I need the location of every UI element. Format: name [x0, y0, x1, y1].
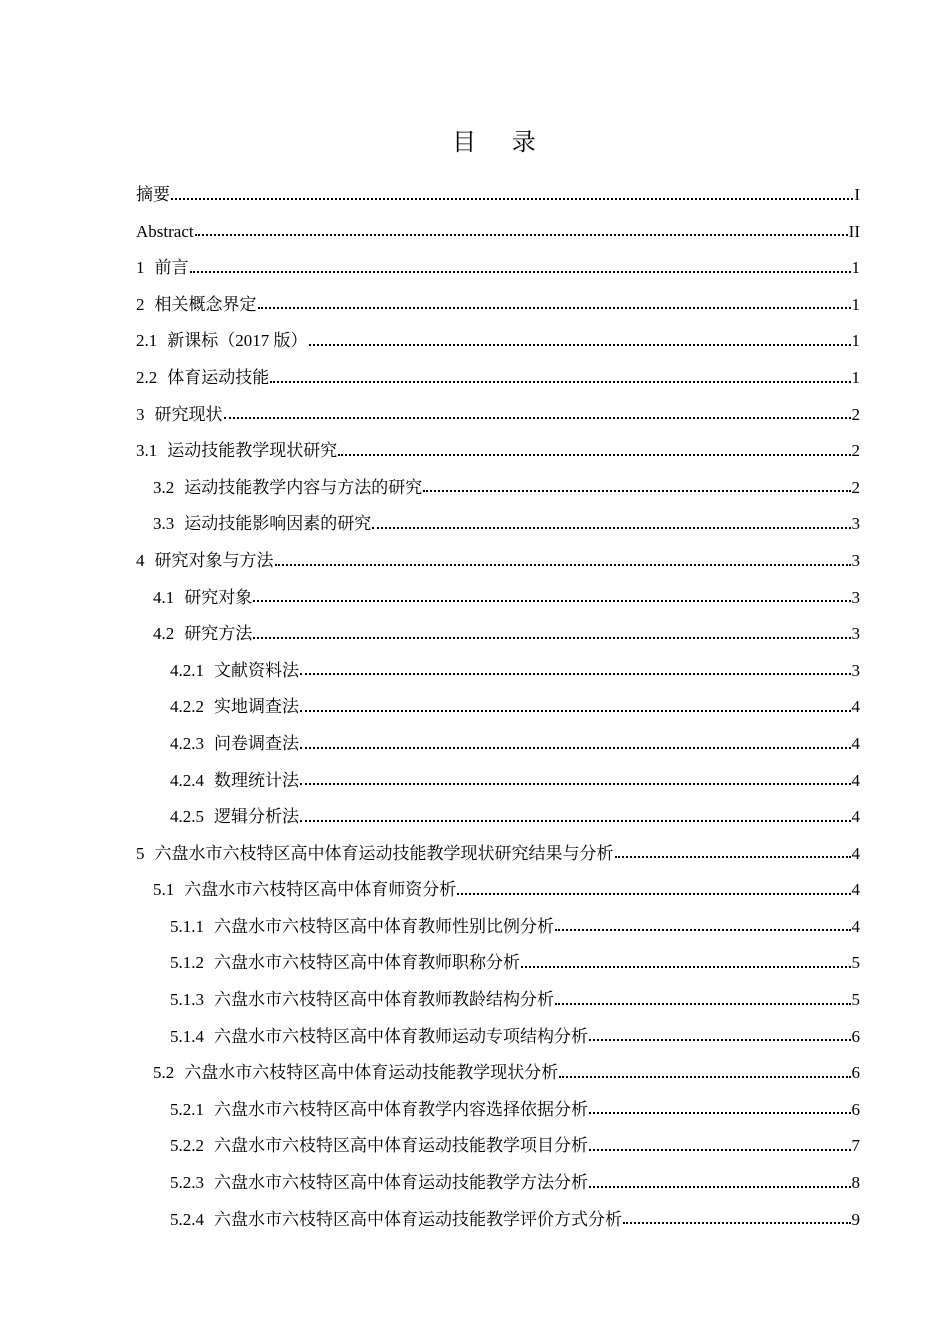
dot-leader	[555, 1001, 851, 1005]
dot-leader	[253, 598, 850, 602]
toc-entry-page-number: 4	[851, 807, 860, 827]
toc-entry-page-number: 3	[851, 550, 860, 570]
toc-entry-label: 摘要	[136, 185, 170, 204]
toc-entry-page-number: 1	[851, 294, 860, 314]
toc-entry[interactable]	[136, 1202, 860, 1239]
toc-entry-number: 4.2.5	[170, 807, 204, 827]
toc-entry-number: 4.2.3	[170, 733, 204, 753]
dot-leader	[338, 452, 850, 456]
toc-entry-number: 5.1.4	[170, 1026, 204, 1046]
toc-entry-label: 六盘水市六枝特区高中体育运动技能教学项目分析	[214, 1136, 588, 1156]
toc-entry-number: 4.2.4	[170, 770, 204, 790]
toc-entry[interactable]	[136, 397, 860, 434]
dot-leader	[555, 927, 851, 931]
toc-entry-label: 研究现状	[154, 404, 223, 424]
toc-entry-page-number: 2	[851, 477, 860, 497]
toc-entry[interactable]	[136, 1165, 860, 1202]
toc-entry-number: 3.2	[153, 477, 175, 497]
toc-entry[interactable]	[136, 763, 860, 800]
toc-entry-label: 文献资料法	[214, 660, 299, 680]
toc-entry-number: 5.2.1	[170, 1099, 204, 1119]
dot-leader	[300, 708, 851, 712]
toc-entry-page-number: 3	[851, 624, 860, 644]
toc-entry-page-number: 2	[851, 404, 860, 424]
dot-leader	[195, 232, 848, 236]
dot-leader	[423, 488, 850, 492]
toc-entry[interactable]	[136, 945, 860, 982]
toc-entry-page-number: 3	[851, 660, 860, 680]
toc-entry-number: 4.2.1	[170, 660, 204, 680]
toc-entry-page-number: I	[854, 185, 860, 204]
dot-leader	[300, 781, 851, 785]
toc-entry-label: 问卷调查法	[214, 733, 299, 753]
toc-entry-number: 2.2	[136, 367, 158, 387]
dot-leader	[372, 525, 850, 529]
toc-entry[interactable]	[136, 506, 860, 543]
toc-entry-label: 六盘水市六枝特区高中体育教学内容选择依据分析	[214, 1099, 588, 1119]
toc-entry[interactable]	[136, 909, 860, 946]
toc-entry[interactable]	[136, 360, 860, 397]
toc-entry[interactable]	[136, 323, 860, 360]
dot-leader	[224, 415, 851, 419]
dot-leader	[457, 891, 850, 895]
toc-entry-label: 六盘水市六枝特区高中体育运动技能教学现状分析	[184, 1063, 559, 1083]
dot-leader	[275, 562, 851, 566]
toc-entry-number: 3	[136, 404, 145, 424]
toc-entry[interactable]	[136, 214, 860, 251]
toc-entry[interactable]	[136, 836, 860, 873]
toc-entry[interactable]	[136, 1055, 860, 1092]
toc-entry-number: 3.3	[153, 514, 175, 534]
toc-entry-label: 运动技能教学现状研究	[167, 441, 338, 461]
toc-entry-label: 研究对象与方法	[154, 550, 274, 570]
toc-entry-label: 前言	[154, 258, 189, 278]
toc-entry[interactable]	[136, 1019, 860, 1056]
toc-entry-label: 逻辑分析法	[214, 807, 299, 827]
toc-entry-page-number: 1	[851, 258, 860, 278]
dot-leader	[309, 342, 851, 346]
toc-entry[interactable]	[136, 287, 860, 324]
dot-leader	[615, 854, 851, 858]
toc-entry-number: 5.2.2	[170, 1136, 204, 1156]
toc-entry-label: 数理统计法	[214, 770, 299, 790]
toc-entry-label: 运动技能影响因素的研究	[184, 514, 372, 534]
dot-leader	[300, 671, 851, 675]
toc-entry[interactable]	[136, 250, 860, 287]
page-title: 目 录	[452, 128, 550, 156]
dot-leader	[253, 635, 850, 639]
toc-entry-number: 4.1	[153, 587, 175, 607]
toc-entry-label: 体育运动技能	[167, 367, 270, 387]
toc-entry-label: 新课标（2017 版）	[167, 331, 308, 351]
toc-entry-label: 六盘水市六枝特区高中体育师资分析	[184, 880, 457, 900]
dot-leader	[258, 305, 851, 309]
dot-leader	[589, 1110, 851, 1114]
toc-entry-number: 2.1	[136, 331, 158, 351]
toc-entry-page-number: 4	[851, 733, 860, 753]
toc-entry-label: 六盘水市六枝特区高中体育教师性别比例分析	[214, 916, 554, 936]
toc-entry[interactable]	[136, 433, 860, 470]
toc-entry-label: 运动技能教学内容与方法的研究	[184, 477, 423, 497]
toc-entry-label: 研究方法	[184, 624, 253, 644]
toc-entry-number: 5.1.2	[170, 953, 204, 973]
toc-entry-number: 2	[136, 294, 145, 314]
toc-entry-label: 相关概念界定	[154, 294, 257, 314]
toc-entry-label: 六盘水市六枝特区高中体育教师教龄结构分析	[214, 990, 554, 1010]
dot-leader	[171, 196, 853, 200]
toc-entry-label: 六盘水市六枝特区高中体育运动技能教学现状研究结果与分析	[154, 843, 614, 863]
toc-entry[interactable]	[136, 177, 860, 214]
dot-leader	[589, 1184, 851, 1188]
toc-entry-page-number: 5	[851, 953, 860, 973]
toc-entry[interactable]	[136, 653, 860, 690]
toc-entry[interactable]	[136, 543, 860, 580]
dot-leader	[559, 1074, 850, 1078]
toc-entry[interactable]	[136, 726, 860, 763]
dot-leader	[521, 964, 851, 968]
toc-entry[interactable]	[136, 1092, 860, 1129]
toc-entry-label: 六盘水市六枝特区高中体育教师职称分析	[214, 953, 520, 973]
toc-entry[interactable]	[136, 799, 860, 836]
toc-entry[interactable]	[136, 982, 860, 1019]
toc-entry-page-number: II	[848, 221, 860, 241]
toc-entry-page-number: 3	[851, 514, 860, 534]
toc-entry-page-number: 4	[851, 843, 860, 863]
toc-entry[interactable]	[136, 872, 860, 909]
toc-entry-page-number: 3	[851, 587, 860, 607]
toc-entry-label: 六盘水市六枝特区高中体育教师运动专项结构分析	[214, 1026, 588, 1046]
toc-entry-number: 5.2.3	[170, 1173, 204, 1193]
toc-entry-number: 5.1	[153, 880, 175, 900]
dot-leader	[270, 379, 850, 383]
toc-entry-page-number: 5	[851, 990, 860, 1010]
toc-entry-label: 六盘水市六枝特区高中体育运动技能教学方法分析	[214, 1173, 588, 1193]
toc-entry[interactable]	[136, 616, 860, 653]
toc-entry-page-number: 6	[851, 1026, 860, 1046]
dot-leader	[190, 269, 851, 273]
toc-entry-number: 3.1	[136, 441, 158, 461]
toc-entry-page-number: 9	[851, 1209, 860, 1229]
toc-entry-number: 5	[136, 843, 145, 863]
toc-entry-page-number: 8	[851, 1173, 860, 1193]
toc-entry-page-number: 4	[851, 880, 860, 900]
toc-list	[136, 177, 860, 1238]
toc-entry-page-number: 6	[851, 1063, 860, 1083]
toc-entry-number: 4	[136, 550, 145, 570]
toc-entry-page-number: 4	[851, 770, 860, 790]
toc-entry-page-number: 4	[851, 916, 860, 936]
toc-entry-page-number: 6	[851, 1099, 860, 1119]
toc-entry-label: 六盘水市六枝特区高中体育运动技能教学评价方式分析	[214, 1209, 622, 1229]
dot-leader	[300, 745, 851, 749]
dot-leader	[300, 818, 851, 822]
toc-entry-page-number: 2	[851, 441, 860, 461]
toc-entry-label: 研究对象	[184, 587, 253, 607]
toc-entry-number: 5.1.3	[170, 990, 204, 1010]
toc-entry-number: 5.2.4	[170, 1209, 204, 1229]
toc-entry-page-number: 7	[851, 1136, 860, 1156]
toc-entry-label: 实地调查法	[214, 697, 299, 717]
toc-entry-number: 5.1.1	[170, 916, 204, 936]
toc-entry-number: 4.2	[153, 624, 175, 644]
toc-entry[interactable]	[136, 580, 860, 617]
toc-entry-number: 4.2.2	[170, 697, 204, 717]
toc-entry-page-number: 4	[851, 697, 860, 717]
toc-entry-label: Abstract	[136, 221, 194, 241]
toc-entry[interactable]	[136, 689, 860, 726]
dot-leader	[589, 1147, 851, 1151]
toc-entry[interactable]	[136, 470, 860, 507]
toc-entry-number: 1	[136, 258, 145, 278]
dot-leader	[623, 1220, 851, 1224]
toc-entry-number: 5.2	[153, 1063, 175, 1083]
toc-entry[interactable]	[136, 1128, 860, 1165]
dot-leader	[589, 1037, 851, 1041]
toc-entry-page-number: 1	[851, 331, 860, 351]
toc-entry-page-number: 1	[851, 367, 860, 387]
